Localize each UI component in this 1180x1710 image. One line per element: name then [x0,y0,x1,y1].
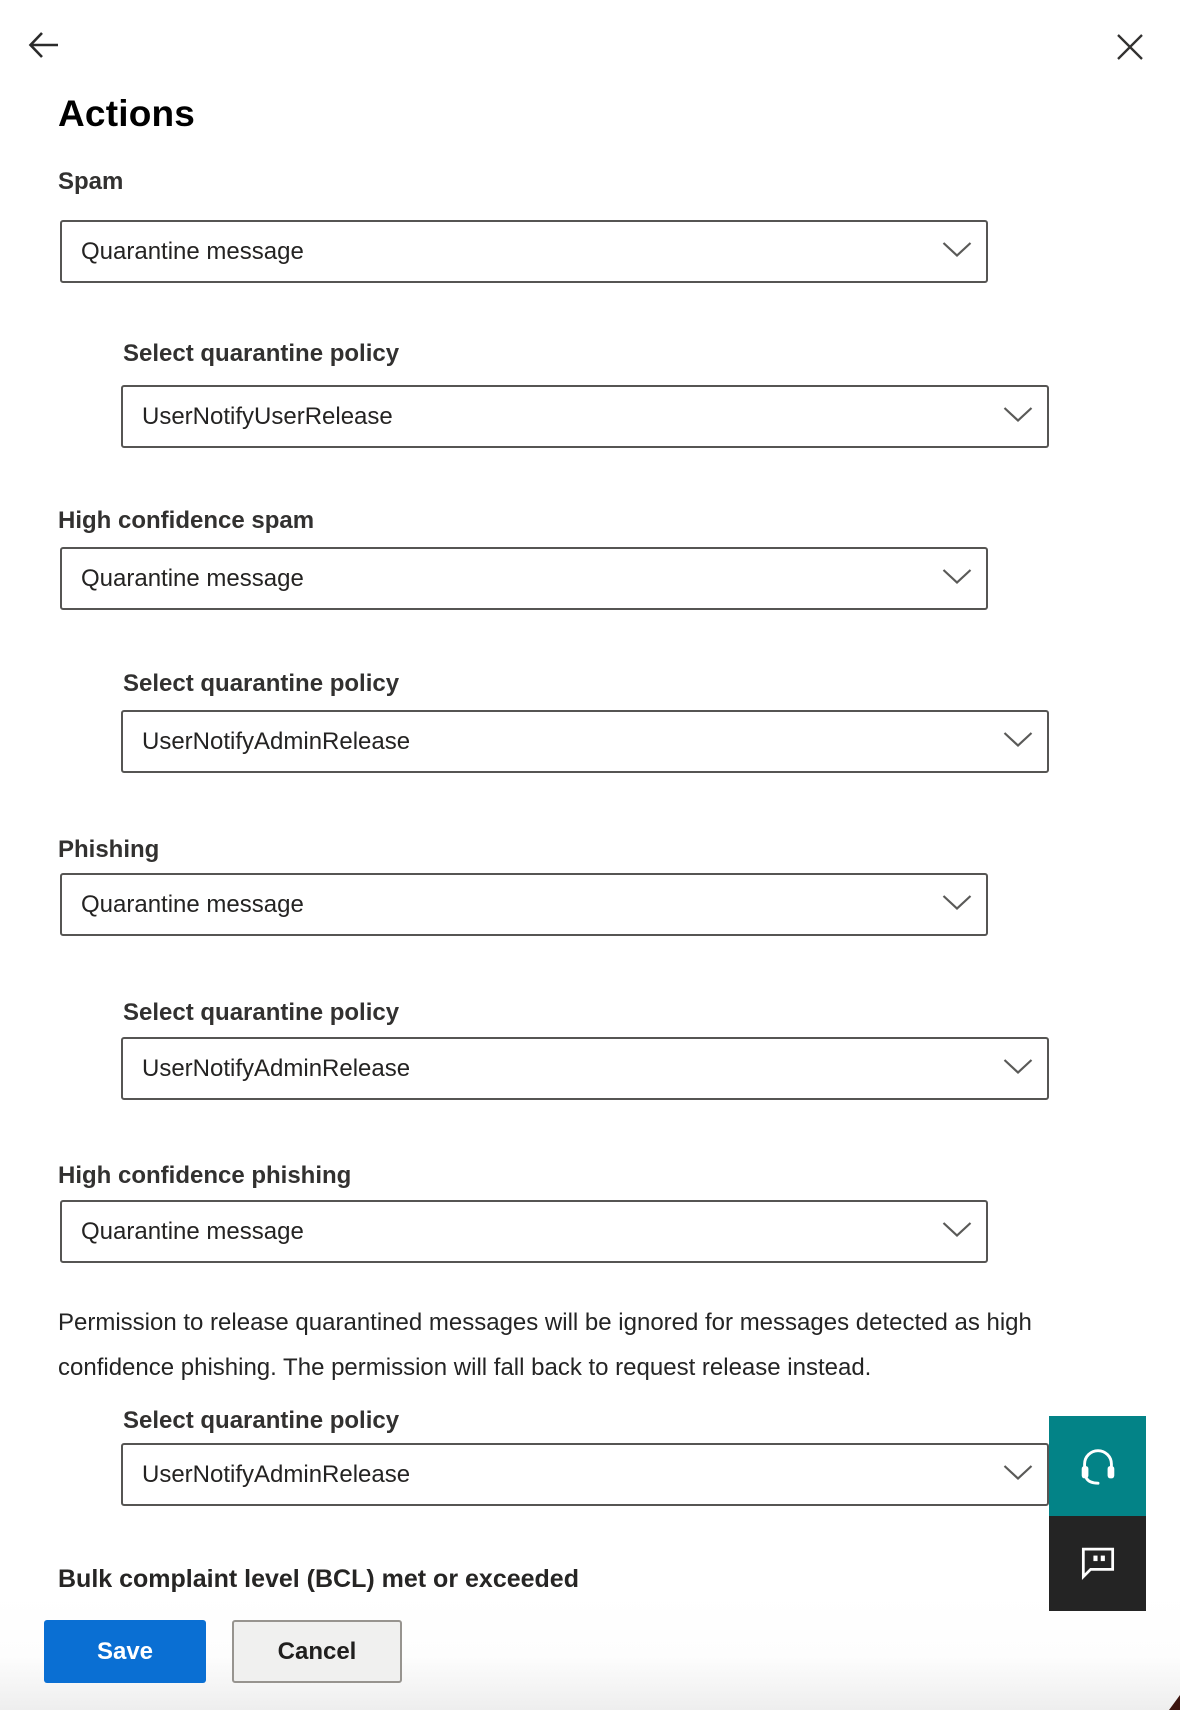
hcs-quarantine-policy-select[interactable] [121,710,1049,773]
phishing-quarantine-policy-select[interactable] [121,1037,1049,1100]
chevron-down-icon [1002,731,1034,753]
page-title: Actions [58,93,196,134]
help-headset-button[interactable] [1049,1416,1146,1516]
high-confidence-phishing-label: High confidence phishing [58,1162,352,1189]
hcp-quarantine-policy-label: Select quarantine policy [123,1407,400,1434]
chevron-down-icon [941,568,973,590]
phishing-action-select[interactable] [60,873,988,936]
chevron-down-icon [941,894,973,916]
feedback-speech-bubble-icon [1076,1540,1120,1587]
phishing-quarantine-policy-label: Select quarantine policy [123,999,400,1026]
bcl-section-label: Bulk complaint level (BCL) met or exceeded [58,1565,579,1593]
phishing-label: Phishing [58,836,160,863]
high-confidence-phishing-action-value: Quarantine message [81,1217,304,1245]
high-confidence-spam-action-value: Quarantine message [81,564,304,592]
spam-quarantine-policy-label: Select quarantine policy [123,340,400,367]
chevron-down-icon [941,241,973,263]
cursor-artifact [1169,1695,1180,1710]
support-rail [1049,1416,1146,1611]
chevron-down-icon [1002,1058,1034,1080]
hcs-quarantine-policy-value: UserNotifyAdminRelease [142,727,411,755]
hcs-quarantine-policy-label: Select quarantine policy [123,670,400,697]
close-button[interactable] [1108,26,1152,70]
chevron-down-icon [941,1221,973,1243]
hcp-quarantine-policy-value: UserNotifyAdminRelease [142,1460,411,1488]
spam-quarantine-policy-select[interactable] [121,385,1049,448]
high-confidence-spam-label: High confidence spam [58,507,315,534]
phishing-action-value: Quarantine message [81,890,304,918]
feedback-button[interactable] [1049,1516,1146,1611]
chevron-down-icon [1002,1464,1034,1486]
high-confidence-phishing-action-select[interactable] [60,1200,988,1263]
spam-action-select[interactable] [60,220,988,283]
spam-quarantine-policy-value: UserNotifyUserRelease [142,402,393,430]
hcp-quarantine-policy-select[interactable] [121,1443,1049,1506]
spam-label: Spam [58,168,124,195]
save-button[interactable]: Save [44,1620,206,1683]
chevron-down-icon [1002,406,1034,428]
hcp-permission-note: Permission to release quarantined messages will be ignored for messages detected as high confidence phishing. The permission will fall back to request release instead. [58,1309,1032,1381]
headset-icon [1075,1442,1121,1491]
phishing-quarantine-policy-value: UserNotifyAdminRelease [142,1054,411,1082]
footer-bar [0,1593,1180,1710]
spam-action-value: Quarantine message [81,237,304,265]
high-confidence-spam-action-select[interactable] [60,547,988,610]
close-icon [1115,32,1145,65]
cancel-button[interactable]: Cancel [232,1620,402,1683]
arrow-left-icon [25,26,63,67]
back-button[interactable] [22,24,66,68]
